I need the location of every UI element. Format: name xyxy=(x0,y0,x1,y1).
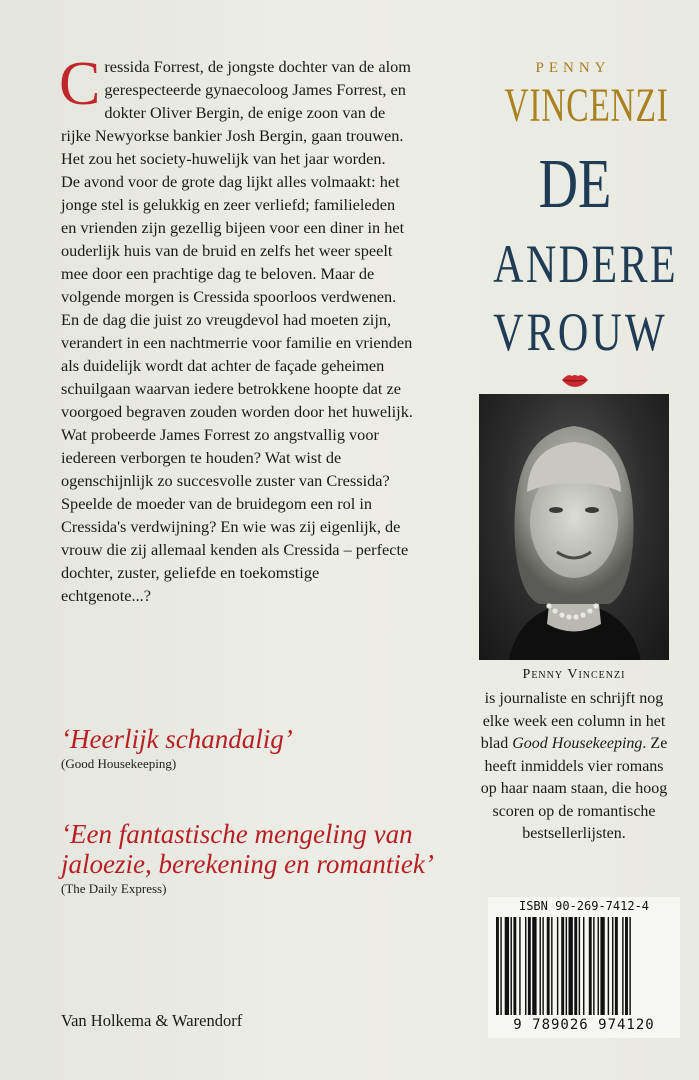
author-bio: is journaliste en schrijft nog elke week een column in het blad Good Housekeeping. Ze heeft inmiddels vier romans op haar naam staan, die hoog scoren op de romantische bestsellerlijsten. xyxy=(480,690,668,842)
barcode-bar xyxy=(615,917,618,1015)
barcode-bar xyxy=(569,917,573,1015)
barcode-bar xyxy=(551,917,552,1015)
barcode-bar xyxy=(513,917,516,1015)
drop-cap: C xyxy=(59,50,101,118)
barcode-bar xyxy=(500,917,501,1015)
barcode-bar xyxy=(625,917,628,1015)
ean-number: 9 789026 974120 xyxy=(513,1017,655,1033)
barcode-bar xyxy=(561,917,564,1015)
blurb-paragraph-2: De avond voor de grote dag lijkt alles volmaakt: het jonge stel is gelukkig en zeer verliefd; familieleden en vrienden zijn gezellig bijeen voor een diner in het ouderlijk huis van de bruid en zelfs het weer speelt mee door een prachtige dag te beloven. Maar de volgende morgen is Cressida spoorloos verdwenen. xyxy=(61,172,405,306)
author-first-name: PENNY xyxy=(535,60,611,76)
lips-icon xyxy=(561,372,589,388)
blurb-paragraph-3: En de dag die juist zo vreugdevol had moeten zijn, verandert in een nachtmerrie voor familie en vrienden als duidelijk wordt dat achter de façade geheimen schuilgaan waarvan iedere betrokkene hoopte dat ze voorgoed begraven zouden worden door het huwelijk. xyxy=(61,310,413,421)
barcode-bar xyxy=(600,917,604,1015)
barcode xyxy=(488,897,680,1038)
barcode-bar xyxy=(566,917,567,1015)
review-quote-1 xyxy=(61,724,421,772)
barcode-bar xyxy=(519,917,520,1015)
review-quote-2 xyxy=(61,819,441,897)
author-last-name: VINCENZI xyxy=(504,79,669,132)
barcode-bar xyxy=(622,917,623,1015)
barcode-bar xyxy=(629,917,630,1015)
isbn-number: ISBN 90-269-7412-4 xyxy=(518,899,650,913)
book-title-line-2: ANDERE xyxy=(493,234,678,294)
book-title-line-3: VROUW xyxy=(493,302,668,362)
author-photo xyxy=(479,394,669,660)
magazine-name: Good Housekeeping xyxy=(512,735,643,752)
book-title-line-1: DE xyxy=(538,146,612,223)
barcode-bar xyxy=(579,917,580,1015)
barcode-bar xyxy=(612,917,613,1015)
barcode-bar xyxy=(528,917,531,1015)
barcode-bar xyxy=(583,917,584,1015)
barcode-bar xyxy=(593,917,594,1015)
quote-text: ‘Heerlijk schandalig’ xyxy=(61,724,293,754)
barcode-bar xyxy=(557,917,558,1015)
barcode-bar xyxy=(540,917,541,1015)
barcode-bar xyxy=(608,917,609,1015)
barcode-bar xyxy=(542,917,543,1015)
blurb-paragraph-1: Cressida Forrest, de jongste dochter van de alom gerespecteerde gynaecoloog James Forrest, en dokter Oliver Bergin, de enige zoon van de rijke Newyorkse bankier Josh Bergin, gaan trouwen. Het zou het society-huwelijk van het jaar worden. xyxy=(59,50,411,168)
barcode-bar xyxy=(505,917,509,1015)
barcode-bar xyxy=(547,917,550,1015)
barcode-bar xyxy=(598,917,599,1015)
blurb-paragraph-4: Wat probeerde James Forrest zo angstvallig voor iedereen verborgen te houden? Wat wist de ogenschijnlijk zo succesvolle zuster van Cressida? Speelde de moeder van de bruidegom een rol in Cressida's verdwijning? En wie was zij eigenlijk, de vrouw die zij allemaal kenden als Cressida – perfecte dochter, zuster, geliefde en toekomstige echtgenote...? xyxy=(61,425,409,605)
quote-text: ‘Een fantastische mengeling van jaloezie, berekening en romantiek’ xyxy=(61,819,434,879)
publisher: Van Holkema & Warendorf xyxy=(61,1011,243,1030)
barcode-bar xyxy=(511,917,512,1015)
barcode-bar xyxy=(525,917,526,1015)
author-name-caption: Penny Vincenzi xyxy=(522,667,626,682)
blurb xyxy=(59,50,413,607)
barcode-bar xyxy=(574,917,577,1015)
quote-source: (Good Housekeeping) xyxy=(61,756,177,771)
barcode-bar xyxy=(532,917,536,1015)
quote-source: (The Daily Express) xyxy=(61,881,167,896)
barcode-bar xyxy=(496,917,499,1015)
barcode-bar xyxy=(589,917,592,1015)
